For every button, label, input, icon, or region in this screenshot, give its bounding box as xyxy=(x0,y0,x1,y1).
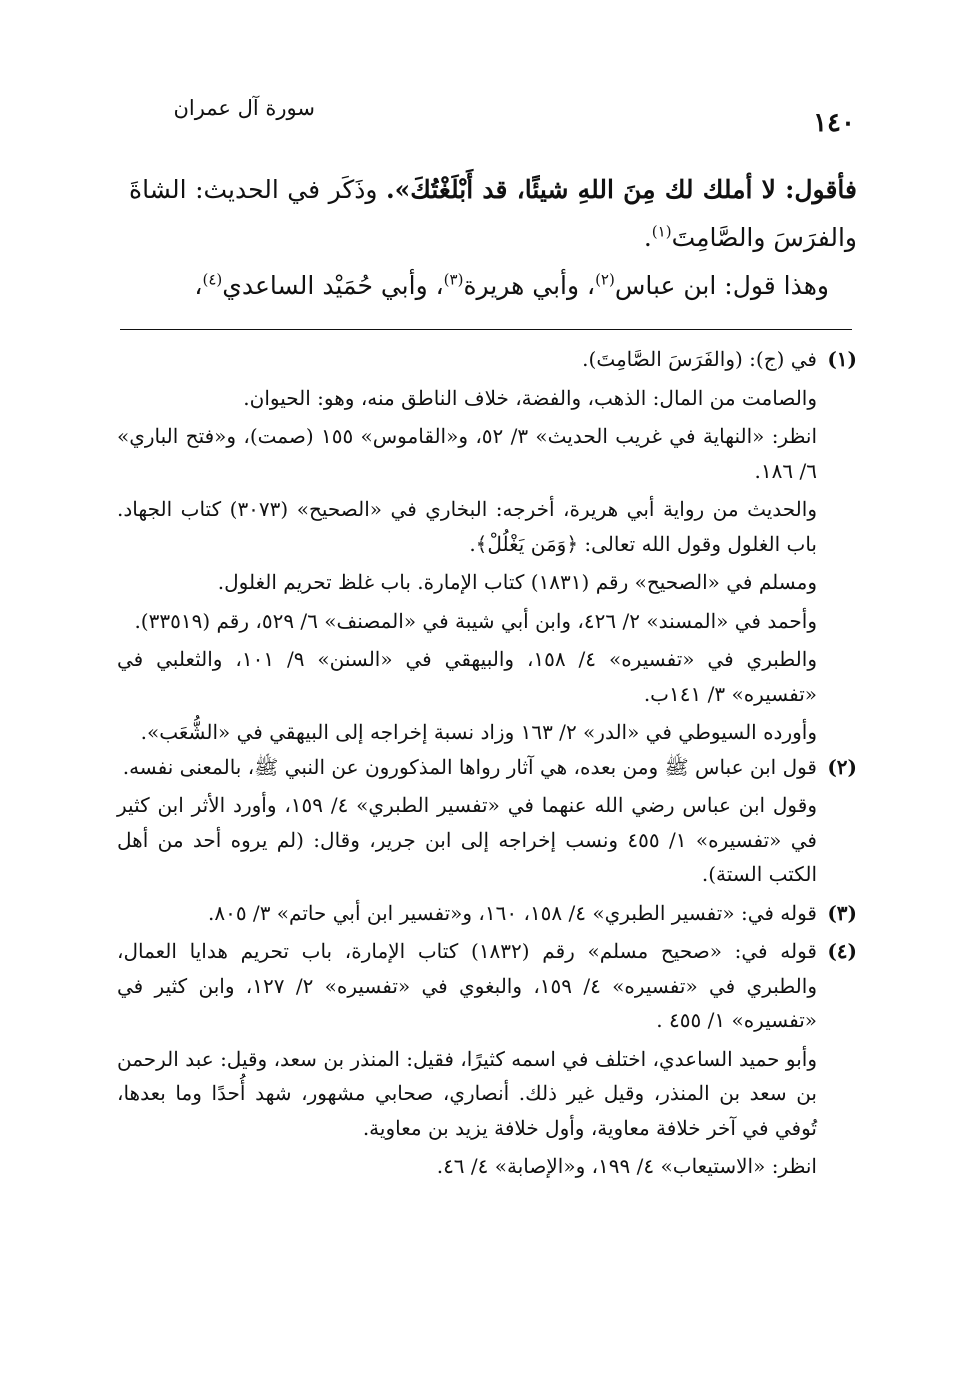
footnote-ref: (١) xyxy=(651,222,672,241)
footnote-body xyxy=(117,934,817,1038)
page-number: ١٤٠ xyxy=(813,108,855,138)
footnote-continuation: وأبو حميد الساعدي، اختلف في اسمه كثيرًا، فقيل: المنذر بن سعد، وقيل: عبد الرحمن بن سعد بن المنذر، وقيل غير ذلك. أنصاري، صحابي مشهور، شهد أُحدًا وما بعدها، تُوفي في آخر خلافة معاوية، وأول خلافة يزيد بن معاوية. xyxy=(117,1046,818,1140)
footnote-line: وأورده السيوطي في «الدر» ٢/ ١٦٣ وزاد نسبة إخراجه إلى البيهقي في «الشُّعَب». xyxy=(140,720,817,744)
footnote-line: قوله في: «تفسير الطبري» ٤/ ١٥٨، ١٦٠، و«تفسير ابن أبي حاتم» ٣/ ٨٠٥. xyxy=(207,900,817,925)
running-header-title: سورة آل عمران xyxy=(173,96,315,120)
footnote-line: والطبري في «تفسيره» ٤/ ١٥٨، والبيهقي في «السنن» ٩/ ١٠١، والثعلبي في «تفسيره» ٣/ ١٤١ب. xyxy=(117,647,817,706)
footnote-number: (١) xyxy=(827,347,857,371)
footnote-line: ومسلم في «الصحيح» رقم (١٨٣١) كتاب الإمارة. باب غلظ تحريم الغلول. xyxy=(217,570,817,594)
footnote-line: وأحمد في «المسند» ٢/ ٤٢٦، وابن أبي شيبة في «المصنف» ٦/ ٥٢٩، رقم (٣٣٥١٩). xyxy=(134,608,817,633)
footnote-ref: (٤) xyxy=(202,270,223,289)
footnote-3 xyxy=(117,896,857,931)
footnote-line: والحديث من رواية أبي هريرة، أخرجه: البخاري في «الصحيح» (٣٠٧٣) كتاب الجهاد. باب الغلول وقول الله تعالى: ﴿وَمَن يَغْلُلْ﴾. xyxy=(117,497,817,556)
quote-bold: فأقول: لا أملك لك مِنَ اللهِ شيئًا، قد أَبْلَغْتُكَ». xyxy=(385,175,857,204)
footnote-2 xyxy=(117,750,857,785)
footnote-number: (٣) xyxy=(827,900,857,925)
footnote-body xyxy=(117,750,817,785)
footnotes xyxy=(117,342,857,1184)
footnote-line: في (ج): (والفَرَسَ الصَّامِتَ). xyxy=(582,347,817,371)
footnote-body xyxy=(117,896,817,931)
main-text-span: ، xyxy=(194,271,203,300)
footnote-4 xyxy=(117,934,857,1038)
main-text-span: ، وأبي حُمَيْد الساعدي xyxy=(222,271,444,300)
footnote-line: قوله في: «صحيح مسلم» رقم (١٨٣٢) كتاب الإمارة، باب تحريم هدايا العمال، والطبري في «تفسيره» ٤/ ١٥٩، والبغوي في «تفسيره» ٢/ ١٢٧، وابن كثير في «تفسيره» ١/ ٤٥٥ . xyxy=(117,939,817,1032)
main-text-span: . xyxy=(643,223,652,252)
footnote-ref: (٢) xyxy=(595,270,615,289)
footnote-line: انظر: «النهاية في غريب الحديث» ٣/ ٥٢، و«القاموس» ١٥٥ (صمت)، و«فتح الباري» ٦/ ١٨٦. xyxy=(117,424,818,483)
footnote-continuation: انظر: «الاستيعاب» ٤/ ١٩٩، و«الإصابة» ٤/ ٤٦. xyxy=(436,1154,817,1178)
main-text-span: وهذا قول: ابن عباس xyxy=(614,271,829,300)
main-paragraph-2 xyxy=(129,262,857,310)
footnote-continuation: وقول ابن عباس رضي الله عنهما في «تفسير الطبري» ٤/ ١٥٩، وأورد الأثر ابن كثير في «تفسيره» ١/ ٤٥٥ ونسب إخراجه إلى ابن جرير، وقال: (لم يروه أحد من أهل الكتب الستة). xyxy=(117,793,817,886)
footnote-separator xyxy=(120,329,852,330)
footnote-line: والصامت من المال: الذهب، والفضة، خلاف الناطق منه، وهو: الحيوان. xyxy=(243,385,817,410)
footnote-number: (٤) xyxy=(827,939,857,963)
footnote-1 xyxy=(117,342,857,750)
footnote-ref: (٣) xyxy=(443,270,464,289)
footnote-line: قول ابن عباس ﷺ ومن بعده، هي آثار رواها المذكورون عن النبي ﷺ، بالمعنى نفسه. xyxy=(122,754,817,779)
footnote-body xyxy=(117,342,817,750)
main-text-span: ، وأبي هريرة xyxy=(463,271,596,300)
main-text-span: وذَكَر في الحديث: الشاةَ والفرَسَ والصَّامِتَ xyxy=(129,175,857,252)
main-paragraph-1 xyxy=(129,166,857,262)
main-text xyxy=(129,166,857,310)
footnote-number: (٢) xyxy=(827,754,857,779)
